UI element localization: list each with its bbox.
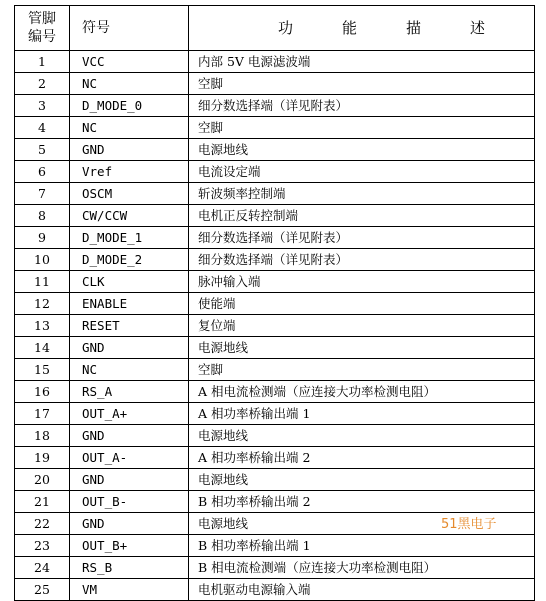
function-cell: B 相功率桥输出端 2	[189, 491, 535, 513]
symbol-cell: RESET	[70, 315, 189, 337]
watermark-logo: 51黑电子	[441, 517, 497, 532]
table-row	[15, 161, 535, 183]
function-cell: 电机正反转控制端	[189, 205, 535, 227]
symbol-cell: NC	[70, 73, 189, 95]
pin-number-cell: 25	[15, 579, 70, 601]
symbol-cell: D_MODE_0	[70, 95, 189, 117]
pin-number-cell: 13	[15, 315, 70, 337]
function-cell: 细分数选择端（详见附表）	[189, 249, 535, 271]
function-header-word: 功	[277, 18, 293, 37]
symbol-cell: VCC	[70, 51, 189, 73]
table-row	[15, 447, 535, 469]
pin-number-cell: 12	[15, 293, 70, 315]
table-row	[15, 535, 535, 557]
pin-number-cell: 7	[15, 183, 70, 205]
function-cell: 脉冲输入端	[189, 271, 535, 293]
symbol-cell: GND	[70, 425, 189, 447]
symbol-cell: OUT_A+	[70, 403, 189, 425]
function-cell: 电源地线	[189, 513, 535, 535]
table-row	[15, 51, 535, 73]
function-cell: A 相功率桥输出端 1	[189, 403, 535, 425]
table-row	[15, 73, 535, 95]
table-header-row	[15, 6, 535, 51]
pin-number-cell: 18	[15, 425, 70, 447]
function-cell: 电源地线	[189, 469, 535, 491]
table-row	[15, 95, 535, 117]
table-row	[15, 469, 535, 491]
table-row	[15, 183, 535, 205]
symbol-header: 符号	[70, 6, 189, 51]
symbol-cell: Vref	[70, 161, 189, 183]
symbol-cell: CW/CCW	[70, 205, 189, 227]
table-row	[15, 117, 535, 139]
function-cell: 细分数选择端（详见附表）	[189, 227, 535, 249]
function-cell: B 相电流检测端（应连接大功率检测电阻）	[189, 557, 535, 579]
function-cell: 空脚	[189, 117, 535, 139]
pin-number-cell: 10	[15, 249, 70, 271]
function-cell: A 相功率桥输出端 2	[189, 447, 535, 469]
symbol-cell: VM	[70, 579, 189, 601]
function-cell: 空脚	[189, 359, 535, 381]
table-row	[15, 557, 535, 579]
function-cell: 电源地线	[189, 139, 535, 161]
pin-number-cell: 17	[15, 403, 70, 425]
symbol-cell: RS_B	[70, 557, 189, 579]
pin-number-cell: 15	[15, 359, 70, 381]
symbol-cell: GND	[70, 469, 189, 491]
function-cell: 电源地线	[189, 337, 535, 359]
table-row	[15, 359, 535, 381]
function-cell: 斩波频率控制端	[189, 183, 535, 205]
symbol-cell: OUT_B-	[70, 491, 189, 513]
pin-number-cell: 11	[15, 271, 70, 293]
function-cell: A 相电流检测端（应连接大功率检测电阻）	[189, 381, 535, 403]
function-cell: 电源地线	[189, 425, 535, 447]
symbol-cell: NC	[70, 117, 189, 139]
symbol-cell: GND	[70, 337, 189, 359]
table-row	[15, 491, 535, 513]
symbol-cell: D_MODE_1	[70, 227, 189, 249]
pin-number-cell: 6	[15, 161, 70, 183]
pin-number-cell: 19	[15, 447, 70, 469]
symbol-cell: OSCM	[70, 183, 189, 205]
symbol-cell: CLK	[70, 271, 189, 293]
function-cell: B 相功率桥输出端 1	[189, 535, 535, 557]
table-row	[15, 293, 535, 315]
symbol-cell: GND	[70, 139, 189, 161]
pin-header-line2: 编号	[28, 29, 56, 45]
symbol-cell: D_MODE_2	[70, 249, 189, 271]
symbol-cell: NC	[70, 359, 189, 381]
table-row	[15, 337, 535, 359]
table-row	[15, 381, 535, 403]
function-header-word: 描	[405, 18, 421, 37]
table-row	[15, 425, 535, 447]
pin-number-cell: 8	[15, 205, 70, 227]
table-row	[15, 205, 535, 227]
symbol-cell: OUT_A-	[70, 447, 189, 469]
pin-number-cell: 24	[15, 557, 70, 579]
pin-number-cell: 23	[15, 535, 70, 557]
function-header-word: 能	[341, 18, 357, 37]
symbol-cell: ENABLE	[70, 293, 189, 315]
table-row	[15, 579, 535, 601]
pin-number-cell: 2	[15, 73, 70, 95]
function-cell: 使能端	[189, 293, 535, 315]
table-row	[15, 227, 535, 249]
function-cell: 内部 5V 电源滤波端	[189, 51, 535, 73]
function-cell: 复位端	[189, 315, 535, 337]
table-row	[15, 249, 535, 271]
table-row	[15, 139, 535, 161]
pin-number-cell: 20	[15, 469, 70, 491]
pin-number-cell: 1	[15, 51, 70, 73]
pin-number-cell: 4	[15, 117, 70, 139]
pin-header-line1: 管脚	[28, 11, 56, 27]
symbol-cell: OUT_B+	[70, 535, 189, 557]
table-row	[15, 315, 535, 337]
pin-number-cell: 5	[15, 139, 70, 161]
symbol-cell: GND	[70, 513, 189, 535]
pin-number-cell: 14	[15, 337, 70, 359]
function-cell: 电机驱动电源输入端	[189, 579, 535, 601]
function-cell: 细分数选择端（详见附表）	[189, 95, 535, 117]
table-row	[15, 271, 535, 293]
pin-number-header	[15, 6, 70, 51]
pin-number-cell: 3	[15, 95, 70, 117]
pin-number-cell: 16	[15, 381, 70, 403]
function-header-word: 述	[469, 18, 485, 37]
function-cell: 空脚	[189, 73, 535, 95]
function-header	[189, 6, 535, 51]
pin-definition-table	[14, 5, 535, 601]
pin-number-cell: 22	[15, 513, 70, 535]
function-cell: 电流设定端	[189, 161, 535, 183]
symbol-cell: RS_A	[70, 381, 189, 403]
pin-number-cell: 21	[15, 491, 70, 513]
pin-number-cell: 9	[15, 227, 70, 249]
table-row	[15, 403, 535, 425]
